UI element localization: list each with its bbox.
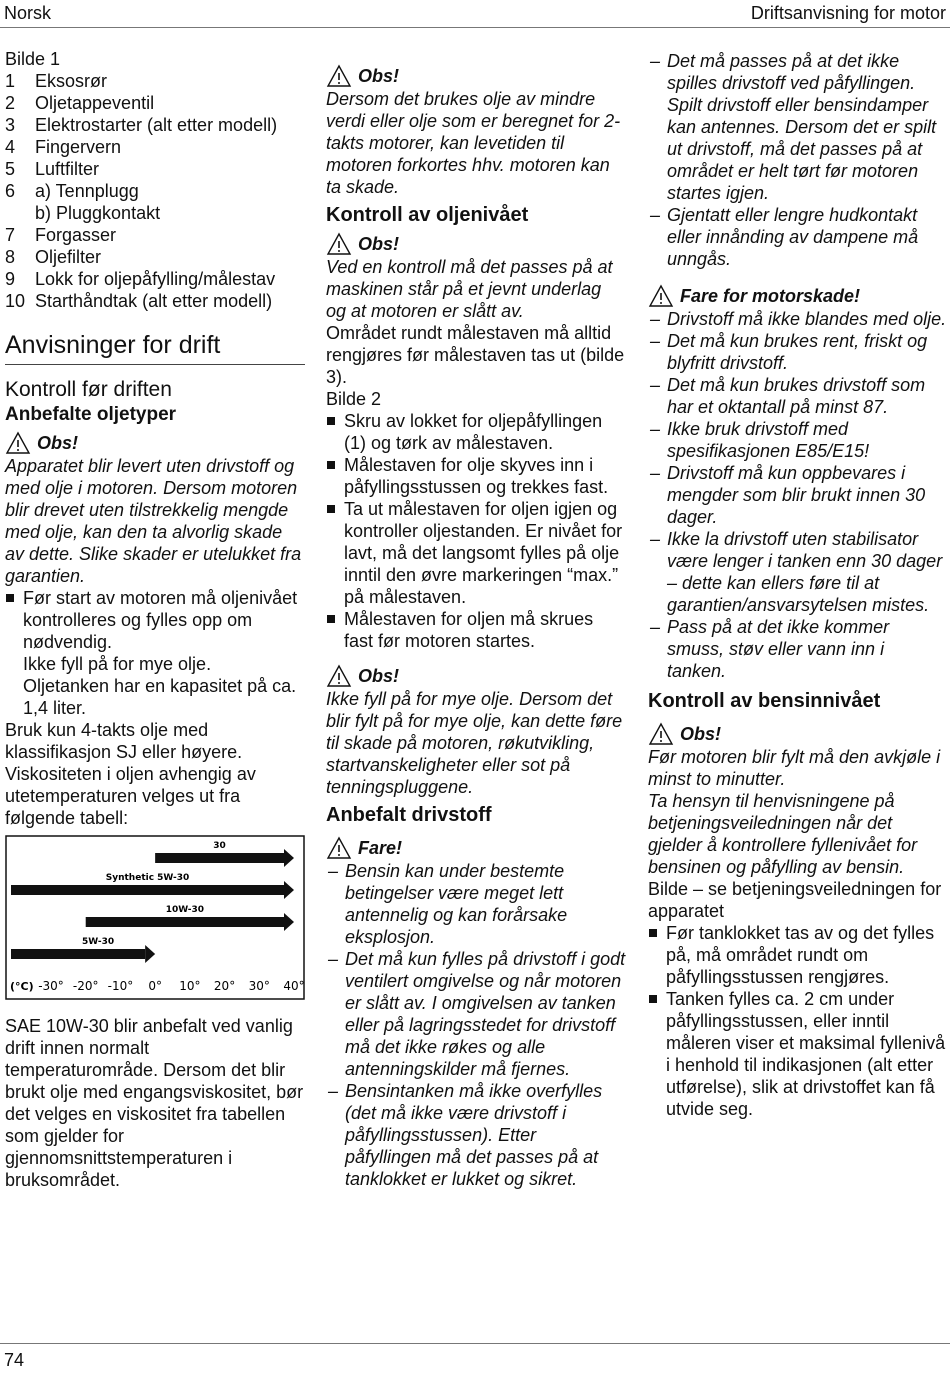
list-item (648, 528, 948, 616)
bullet-square-icon (327, 505, 335, 513)
page-number: 74 (4, 1350, 25, 1370)
warning-heading (5, 431, 305, 455)
dash-marker: – (650, 529, 661, 549)
list-item (326, 410, 626, 454)
dash-marker: – (650, 419, 661, 439)
danger-label: Fare! (358, 838, 403, 858)
legend-number: 10 (5, 291, 26, 311)
chart-bar-arrowhead (284, 849, 294, 867)
legend-text: Fingervern (35, 137, 122, 157)
chart-tick-label: 30° (248, 979, 270, 993)
dash-marker: – (650, 331, 661, 351)
dash-text: Det må kun fylles på drivstoff i godt ventilert omgivelse og når motoren er slått av. I omgivelsen av tanken eller på lagringsstedet for drivstoff må det ikke røkes og alle antenningskilder må fjernes. (345, 949, 626, 1079)
list-item (326, 1080, 626, 1190)
chart-bar-label: 5W-30 (82, 937, 115, 947)
dash-text: Bensin kan under bestemte betingelser være meget lett antennelig og kan forårsake eksplosjon. (345, 861, 568, 947)
legend-text: Oljefilter (35, 247, 102, 267)
dash-text: Drivstoff må kun oppbevares i mengder som blir brukt innen 30 dager. (667, 463, 926, 527)
list-item (648, 616, 948, 682)
figure-reference: Bilde 2 (326, 389, 382, 409)
danger-heading (326, 836, 626, 860)
figure-legend-item (5, 246, 305, 268)
warning-text: Apparatet blir levert uten drivstoff og med olje i motoren. Dersom motoren blir drevet uten tilstrekkelig mengde med olje, kan den ta alvorlig skade av dette. Slike skader er utelukket fra garantien. (5, 456, 302, 586)
dash-marker: – (650, 205, 661, 225)
legend-text: Luftfilter (35, 159, 100, 179)
paragraph: Området rundt målestaven må alltid rengjøres før målestaven tas ut (bilde 3). (326, 323, 625, 387)
notice-text: Dersom det brukes olje av mindre verdi eller olje som er beregnet for 2-takts motorer, kan levetiden til motoren forkortes hhv. motoren kan ta skade. (326, 89, 621, 197)
dash-marker: – (650, 463, 661, 483)
danger-list (326, 860, 626, 1190)
dash-text: Det må kun brukes rent, friskt og blyfritt drivstoff. (667, 331, 928, 373)
list-item (326, 498, 626, 608)
dash-marker: – (650, 375, 661, 395)
chart-tick-label: -10° (107, 979, 134, 993)
figure-legend-list (5, 70, 305, 312)
list-item (648, 330, 948, 374)
figure-legend-item (5, 92, 305, 114)
dash-marker: – (328, 861, 339, 881)
chart-bar-shaft (11, 885, 284, 895)
bullet-note: Oljetanken har en kapasitet på ca. 1,4 liter. (23, 676, 297, 718)
list-item (326, 608, 626, 652)
legend-text: Forgasser (35, 225, 117, 245)
bullet-text: Ta ut målestaven for oljen igjen og kontroller oljestanden. Er nivået for lavt, må det langsomt fylles på olje inntil den øvre markeringen “max.” på målestaven. (344, 499, 623, 607)
figure-legend-item (5, 290, 305, 312)
dash-marker: – (650, 51, 661, 71)
list-item (648, 988, 948, 1120)
bullet-text: Før tanklokket tas av og det fylles på, må området rundt om påfyllingsstussen rengjøres. (666, 923, 935, 987)
chart-bar-label: Synthetic 5W-30 (105, 873, 190, 883)
figure-legend-item (5, 224, 305, 246)
list-item (326, 948, 626, 1080)
dash-text: Gjentatt eller lengre hudkontakt eller innånding av dampene må unngås. (667, 205, 919, 269)
subsubsection-title: Anbefalte oljetyper (5, 404, 177, 425)
chart-tick-label: 40° (283, 979, 305, 993)
motor-damage-list (648, 308, 948, 682)
chart-tick-label: 20° (213, 979, 236, 993)
notice-heading (326, 664, 626, 688)
list-item (648, 418, 948, 462)
bullet-square-icon (327, 417, 335, 425)
notice-label: Obs! (358, 666, 400, 686)
legend-text: Eksosrør (35, 71, 107, 91)
oil-paragraph: Bruk kun 4-takts olje med klassifikasjon SJ eller høyere. Viskositeten i oljen avhengig av utetemperaturen velges ut fra følgende tabell: (5, 720, 256, 828)
column-1 (5, 48, 305, 1191)
legend-number: 1 (5, 71, 16, 91)
chart-tick-label: -30° (38, 979, 64, 993)
chart-bar-shaft (86, 917, 284, 927)
figure-legend-item (5, 158, 305, 180)
chart-bar-shaft (11, 949, 145, 959)
figure-legend-item (5, 136, 305, 158)
header-document-title: Driftsanvisning for motor (750, 3, 946, 23)
column-2 (326, 60, 626, 1190)
notice-heading (326, 232, 626, 256)
chart-bar-label: 10W-30 (165, 905, 205, 915)
subsection-title: Kontroll før driften (5, 378, 172, 401)
dash-text: Drivstoff må ikke blandes med olje. (667, 309, 947, 329)
list-item (648, 204, 948, 270)
legend-text: Starthåndtak (alt etter modell) (35, 291, 273, 311)
list-item (326, 454, 626, 498)
footer-rule (0, 1343, 950, 1344)
bullet-text: Målestaven for olje skyves inn i påfyllingsstussen og trekkes fast. (344, 455, 609, 497)
legend-text: Elektrostarter (alt etter modell) (35, 115, 278, 135)
bullet-text: Målestaven for oljen må skrues fast før motoren startes. (344, 609, 594, 651)
legend-number: 7 (5, 225, 16, 245)
chart-bar-shaft (155, 853, 284, 863)
dash-marker: – (328, 949, 339, 969)
chart-bar (11, 873, 294, 899)
chart-bar (86, 905, 294, 931)
chart-bar-arrowhead (284, 881, 294, 899)
dash-marker: – (328, 1081, 339, 1101)
dash-text: Det må passes på at det ikke spilles drivstoff ved påfyllingen. Spilt drivstoff eller bensindamper kan antennes. Dersom det er spilt ut drivstoff, må det passes på at området er helt tørt før motoren startes igjen. (667, 51, 937, 203)
legend-text: Lokk for oljepåfylling/målestav (35, 269, 276, 289)
dash-text: Det må kun brukes drivstoff som har et oktantall på minst 87. (667, 375, 926, 417)
legend-number: 6 (5, 181, 16, 201)
chart-bar-arrowhead (145, 945, 155, 963)
legend-number: 9 (5, 269, 16, 289)
bullet-text: Før start av motoren må oljenivået kontrolleres og fylles opp om nødvendig. (23, 588, 298, 652)
dash-marker: – (650, 617, 661, 637)
chart-tick-label: -20° (72, 979, 99, 993)
list-item (648, 462, 948, 528)
notice-heading (326, 64, 626, 88)
section-title: Anvisninger for drift (5, 312, 305, 365)
legend-number: 2 (5, 93, 16, 113)
warning-triangle-icon (648, 284, 674, 308)
chart-svg (5, 835, 305, 1000)
warning-label: Obs! (37, 433, 79, 453)
oil-viscosity-chart (5, 835, 305, 1005)
figure-legend-item (5, 268, 305, 290)
dash-marker: – (650, 309, 661, 329)
notice-heading (648, 722, 948, 746)
bullet-note: Ikke fyll på for mye olje. (23, 654, 212, 674)
bullet-square-icon (649, 929, 657, 937)
list-item (648, 374, 948, 418)
motor-damage-heading (648, 284, 948, 308)
notice-text: Ikke fyll på for mye olje. Dersom det blir fylt på for mye olje, kan dette føre til skade på motoren, røkutvikling, startvanskeligheter eller sot på tenningspluggene. (326, 689, 623, 797)
oil-check-steps (326, 410, 626, 652)
list-item (326, 860, 626, 948)
fuel-heading: Anbefalt drivstoff (326, 804, 492, 826)
list-item (648, 922, 948, 988)
figure-title: Bilde 1 (5, 49, 61, 69)
page-header (0, 0, 950, 28)
warning-triangle-icon (326, 232, 352, 256)
chart-tick-label: 0° (148, 979, 162, 993)
header-language: Norsk (4, 3, 52, 23)
chart-unit-label: (°C) (10, 980, 34, 993)
figure-legend-item (5, 202, 305, 224)
legend-number: 4 (5, 137, 16, 157)
notice-label: Obs! (680, 724, 722, 744)
chart-bar (11, 937, 155, 963)
warning-triangle-icon (326, 664, 352, 688)
fuel-safety-list (648, 50, 948, 270)
figure-legend-item (5, 180, 305, 202)
warning-triangle-icon (648, 722, 674, 746)
bullet-text: Tanken fylles ca. 2 cm under påfyllingsstussen, eller inntil måleren viser et maksimal fyllenivå i henhold til indikasjonen (alt etter utførelse), slik at drivstoffet kan få utvide seg. (666, 989, 946, 1119)
legend-number: 5 (5, 159, 16, 179)
chart-bar-label: 30 (213, 841, 226, 851)
bullet-text: Skru av lokket for oljepåfyllingen (1) og tørk av målestaven. (344, 411, 603, 453)
bullet-square-icon (649, 995, 657, 1003)
motor-damage-label: Fare for motorskade! (680, 286, 861, 306)
notice-text: Ved en kontroll må det passes på at maskinen står på et jevnt underlag og at motoren er slått av. (326, 257, 613, 321)
figure-legend-item (5, 70, 305, 92)
refuel-steps (648, 922, 948, 1120)
notice-label: Obs! (358, 234, 400, 254)
dash-text: Ikke la drivstoff uten stabilisator være lenger i tanken enn 30 dager – dette kan ellers føre til at garantien/ansvarsytelsen mistes. (667, 529, 943, 615)
notice-text: Ta hensyn til henvisningene på betjeningsveiledningen når det gjelder å kontrollere fyllenivået for bensinen og påfylling av bensin. (648, 791, 918, 877)
column-3 (648, 50, 948, 1120)
warning-triangle-icon (5, 431, 31, 455)
chart-bar (155, 841, 294, 867)
legend-text: a) Tennplugg (35, 181, 139, 201)
bullet-square-icon (327, 615, 335, 623)
list-item (648, 50, 948, 204)
legend-number (5, 202, 35, 224)
oil-recommendation-paragraph: SAE 10W-30 blir anbefalt ved vanlig drift innen normalt temperaturområde. Dersom det blir brukt olje med engangsviskositet, bør det velges en viskositet fra tabellen som gjelder for gjennomsnittstemperaturen i bruksområdet. (5, 1016, 304, 1190)
chart-bar-arrowhead (284, 913, 294, 931)
oil-level-heading: Kontroll av oljenivået (326, 204, 529, 226)
chart-tick-label: 10° (179, 979, 201, 993)
dash-text: Bensintanken må ikke overfylles (det må ikke være drivstoff i påfyllingsstussen). Etter påfyllingen må det passes på at tanklokket er lukket og sikret. (345, 1081, 603, 1189)
dash-text: Ikke bruk drivstoff med spesifikasjonen E85/E15! (667, 419, 870, 461)
bullet-square-icon (6, 594, 14, 602)
list-item (648, 308, 948, 330)
danger-triangle-icon (326, 836, 352, 860)
bullet-square-icon (327, 461, 335, 469)
notice-label: Obs! (358, 66, 400, 86)
list-item (5, 587, 305, 653)
fuel-level-heading: Kontroll av bensinnivået (648, 690, 881, 712)
legend-number: 8 (5, 247, 16, 267)
paragraph: Bilde – se betjeningsveiledningen for apparatet (648, 879, 942, 921)
legend-number: 3 (5, 115, 16, 135)
notice-text: Før motoren blir fylt må den avkjøle i minst to minutter. (648, 747, 941, 789)
figure-legend-item (5, 114, 305, 136)
dash-text: Pass på at det ikke kommer smuss, støv eller vann inn i tanken. (667, 617, 890, 681)
legend-text: b) Pluggkontakt (35, 203, 161, 223)
legend-text: Oljetappeventil (35, 93, 155, 113)
warning-triangle-icon (326, 64, 352, 88)
